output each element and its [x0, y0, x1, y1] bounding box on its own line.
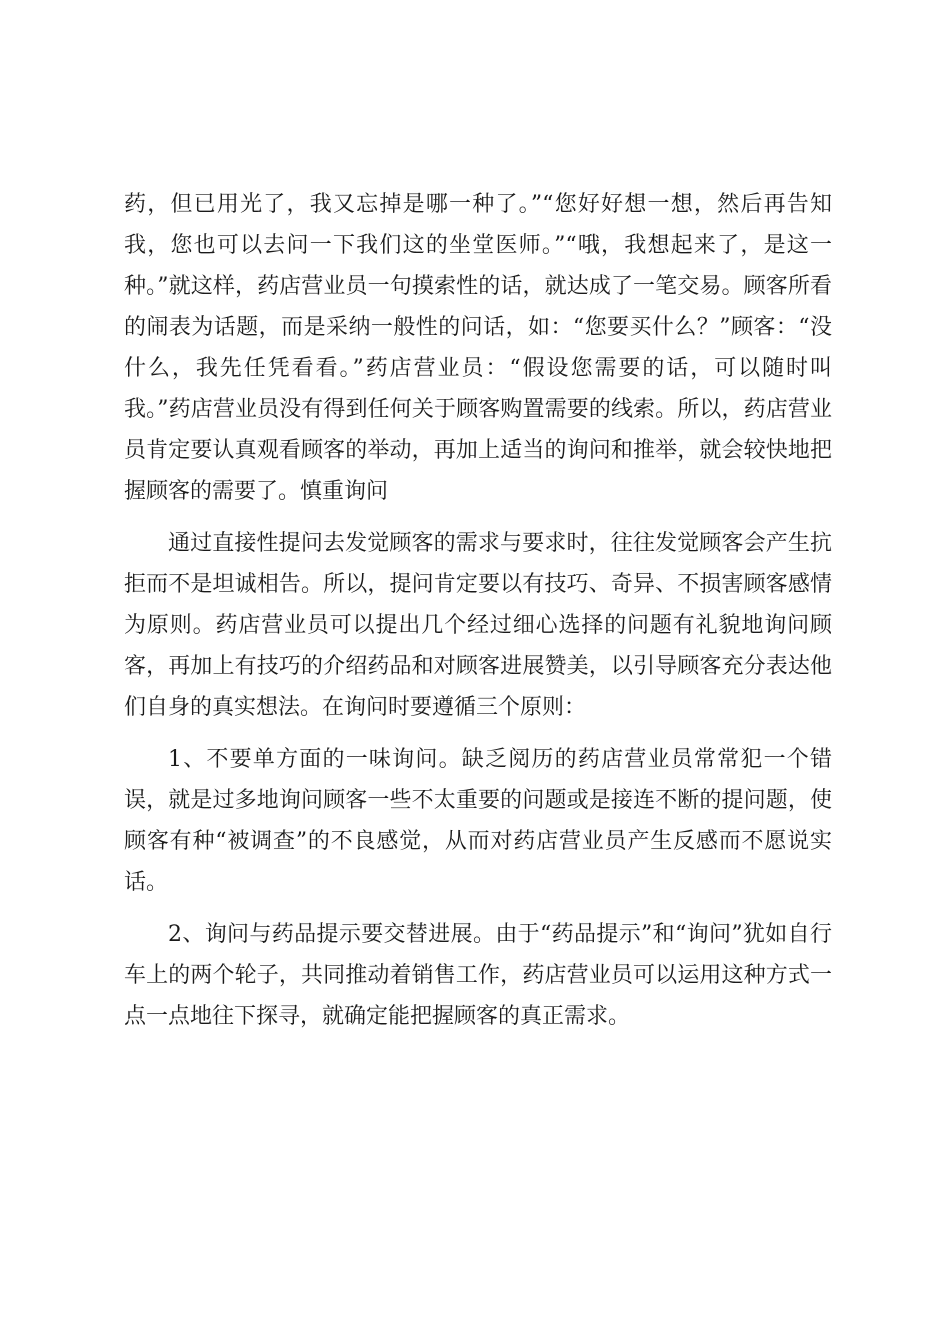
paragraph-1: 药，但已用光了，我又忘掉是哪一种了。”“您好好想一想，然后再告知我，您也可以去问一下我们这的坐堂医师。”“哦，我想起来了，是这一种。”就这样，药店营业员一句摸索性的话，就达成了一笔交易。顾客所看的闹表为话题，而是采纳一般性的问话，如：“您要买什么？”顾客：“没什么，我先任凭看看。”药店营业员：“假设您需要的话，可以随时叫我。”药店营业员没有得到任何关于顾客购置需要的线索。所以，药店营业员肯定要认真观看顾客的举动，再加上适当的询问和推举，就会较快地把握顾客的需要了。慎重询问 — [124, 192, 832, 504]
paragraph-4: 2、询问与药品提示要交替进展。由于“药品提示”和“询问”犹如自行车上的两个轮子，共同推动着销售工作，药店营业员可以运用这种方式一点一点地往下探寻，就确定能把握顾客的真正需求。 — [124, 922, 832, 1029]
paragraph-2: 通过直接性提问去发觉顾客的需求与要求时，往往发觉顾客会产生抗拒而不是坦诚相告。所以，提问肯定要以有技巧、奇异、不损害顾客感情为原则。药店营业员可以提出几个经过细心选择的问题有礼貌地询问顾客，再加上有技巧的介绍药品和对顾客进展赞美，以引导顾客充分表达他们自身的真实想法。在询问时要遵循三个原则： — [124, 531, 832, 720]
paragraph-3: 1、不要单方面的一味询问。缺乏阅历的药店营业员常常犯一个错误，就是过多地询问顾客一些不太重要的问题或是接连不断的提问题，使顾客有种“被调查”的不良感觉，从而对药店营业员产生反感而不愿说实话。 — [124, 747, 832, 895]
document-body — [124, 184, 832, 1048]
